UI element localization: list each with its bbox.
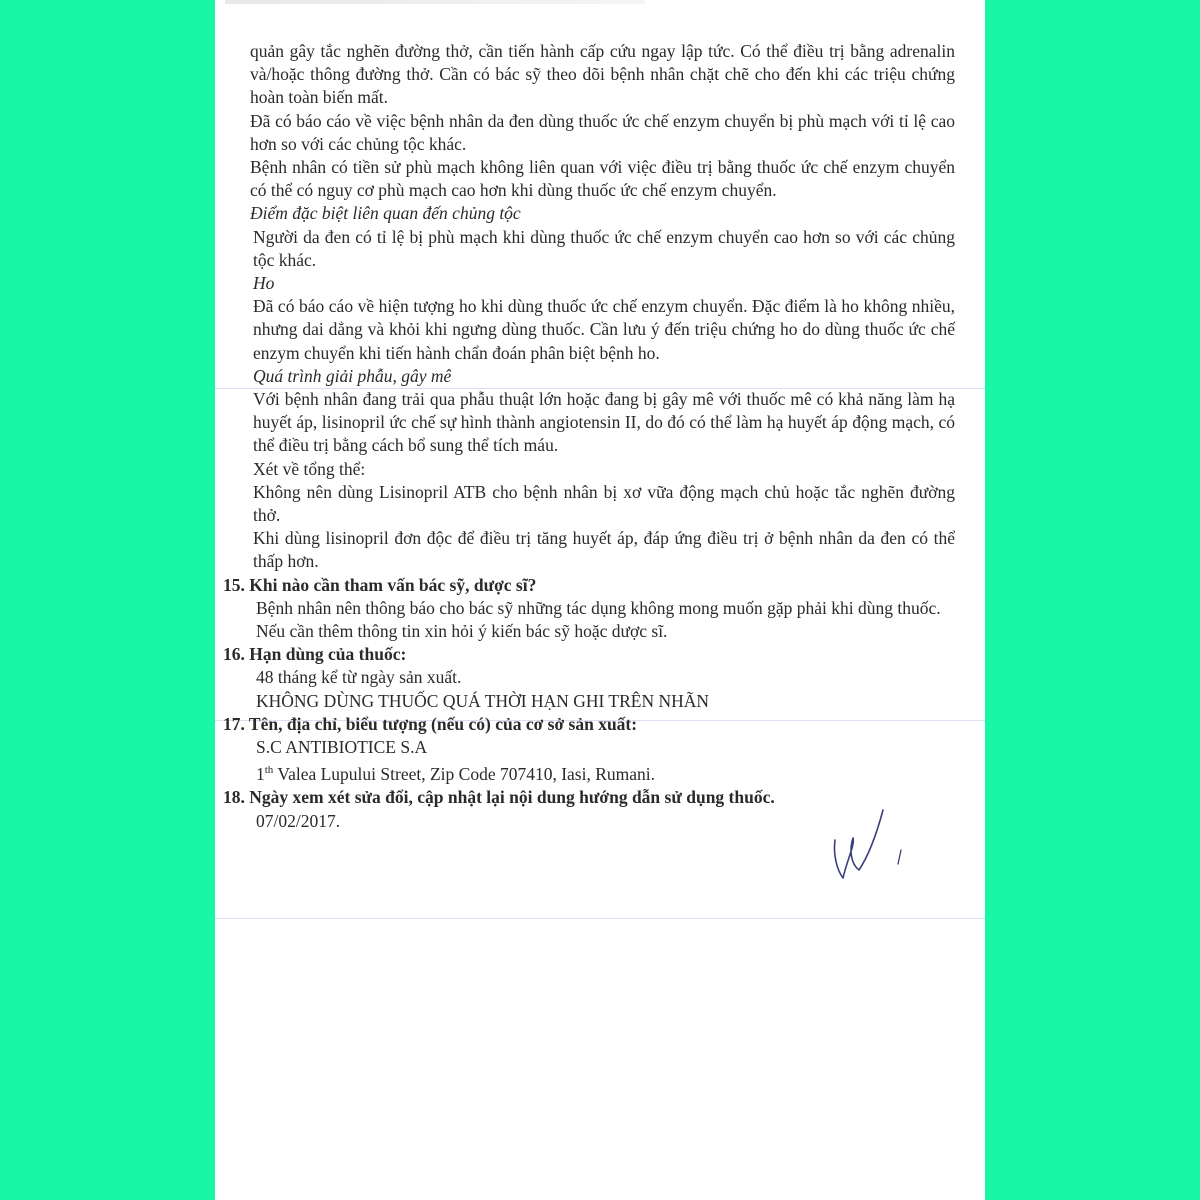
document-text [223,40,955,833]
company-name: S.C ANTIBIOTICE S.A [256,737,428,758]
paragraph: Người da đen có tỉ lệ bị phù mạch khi dùng thuốc ức chế enzym chuyển cao hơn so với các chủng tộc khác. [253,226,955,270]
handwritten-signature-mark [805,800,915,890]
section-15-body [250,597,955,643]
company-address: 1th Valea Lupului Street, Zip Code 707410, Iasi, Rumani. [256,764,656,785]
scan-smudge [225,0,645,4]
section-18-heading: 18. Ngày xem xét sửa đổi, cập nhật lại nội dung hướng dẫn sử dụng thuốc. [223,787,775,808]
paragraph: Với bệnh nhân đang trải qua phẫu thuật lớn hoặc đang bị gây mê với thuốc mê có khả năng làm hạ huyết áp, lisinopril ức chế sự hình thành angiotensin II, do đó có thể làm hạ huyết áp động mạch, có thể điều trị bằng cách bổ sung thể tích máu. [253,389,955,456]
document-page [215,0,985,1200]
paragraph: Khi dùng lisinopril đơn độc để điều trị tăng huyết áp, đáp ứng điều trị ở bệnh nhân da đen có thể thấp hơn. [253,528,955,572]
section-17-body [250,736,955,786]
paragraph: Đã có báo cáo về việc bệnh nhân da đen dùng thuốc ức chế enzym chuyển bị phù mạch với tỉ lệ cao hơn so với các chủng tộc khác. [250,110,955,154]
subheading-surgery: Quá trình giải phẫu, gây mê [253,365,452,386]
paragraph: 48 tháng kể từ ngày sản xuất. [256,667,462,688]
section-16-body [250,666,955,712]
paragraph: Nếu cần thêm thông tin xin hỏi ý kiến bác sỹ hoặc dược sĩ. [256,621,668,642]
paragraph: Xét về tổng thể: [253,458,366,479]
paragraph: KHÔNG DÙNG THUỐC QUÁ THỜI HẠN GHI TRÊN NHÃN [256,690,710,711]
paragraph: Không nên dùng Lisinopril ATB cho bệnh nhân bị xơ vữa động mạch chủ hoặc tắc nghẽn đường thở. [253,481,955,526]
paragraph: Bệnh nhân nên thông báo cho bác sỹ những tác dụng không mong muốn gặp phải khi dùng thuốc. [256,597,941,618]
subheading-cough: Ho [253,273,275,294]
revision-date: 07/02/2017. [256,810,341,831]
section-17-heading: 17. Tên, địa chỉ, biểu tượng (nếu có) của cơ sở sản xuất: [223,713,638,734]
section-16-heading: 16. Hạn dùng của thuốc: [223,644,407,665]
subheading-race: Điểm đặc biệt liên quan đến chủng tộc [250,203,521,224]
paragraph: Bệnh nhân có tiền sử phù mạch không liên quan với việc điều trị bằng thuốc ức chế enzym chuyển có thể có nguy cơ phù mạch cao hơn khi dùng thuốc ức chế enzym chuyển. [250,157,955,201]
section-15-heading: 15. Khi nào cần tham vấn bác sỹ, dược sĩ? [223,574,537,595]
scan-line [215,918,985,919]
paragraph: Đã có báo cáo về hiện tượng ho khi dùng thuốc ức chế enzym chuyển. Đặc điểm là ho không nhiều, nhưng dai dẳng và khỏi khi ngưng dùng thuốc. Cần lưu ý đến triệu chứng ho do dùng thuốc ức chế enzym chuyển khi tiến hành chẩn đoán phân biệt bệnh ho. [253,296,955,363]
paragraph: quản gây tắc nghẽn đường thở, cần tiến hành cấp cứu ngay lập tức. Có thể điều trị bằng adrenalin và/hoặc thông đường thở. Cần có bác sỹ theo dõi bệnh nhân chặt chẽ cho đến khi các triệu chứng hoàn toàn biến mất. [250,41,955,108]
